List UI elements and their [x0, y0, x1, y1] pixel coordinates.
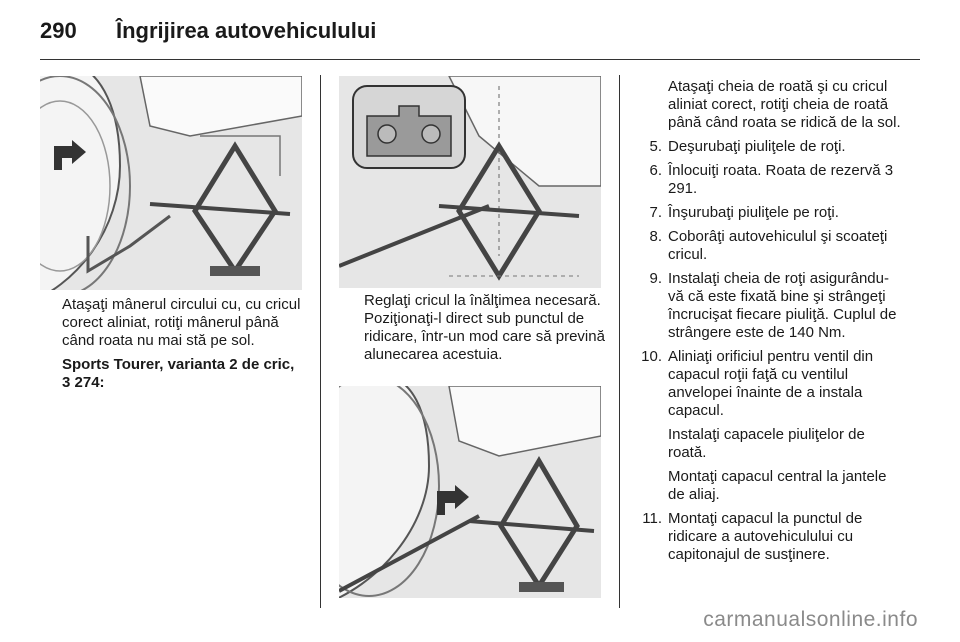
step-6: 6. Înlocuiţi roata. Roata de rezervă 3 291. [649, 162, 894, 197]
col3-intro: Ataşaţi cheia de roată şi cu cricul aliniat corect, rotiţi cheia de roată până când roata se ridică de la sol. [668, 78, 901, 131]
step-9: 9. Instalaţi cheia de roţi asigurându-vă că este fixată bine şi strângeţi încrucişat fiecare piuliţă. Cuplul de strângere este de 140 Nm. [649, 270, 897, 341]
header-rule [40, 59, 920, 60]
page-number: 290 [40, 18, 77, 43]
reference-arrow: 3 [62, 374, 71, 391]
column-divider-right [619, 75, 620, 608]
caption-2: Reglaţi cricul la înălţimea necesară. Poziţionaţi-l direct sub punctul de ridicare, într-un mod care să prevină alunecarea acestuia. [364, 292, 605, 363]
footer-watermark: carmanualsonline.info [703, 608, 918, 631]
illustration-jack-handle [40, 76, 302, 290]
page-title: Îngrijirea autovehiculului [116, 18, 377, 43]
step-10: 10. Aliniaţi orificiul pentru ventil din capacul roţii faţă cu ventilul anvelopei înainte de a instala capacul. Instalaţi capacele piuliţelor de roată. Montaţi capacul central la jantele de aliaj. [640, 348, 902, 504]
step-5: 5. Deşurubaţi piuliţele de roţi. [649, 138, 846, 155]
instruction-steps [640, 138, 902, 564]
step-7: 7. Înşurubaţi piuliţele pe roţi. [649, 204, 839, 221]
subheading-variant-2 [62, 356, 307, 392]
caption-1: Ataşaţi mânerul circului cu, cu cricul corect aliniat, rotiţi mânerul până când roata nu mai stă pe sol. [62, 296, 301, 349]
subheading-text: Sports Tourer, varianta 2 de cric, [62, 356, 295, 373]
illustration-jack-wrench [339, 386, 601, 598]
column-divider-left [320, 75, 321, 608]
step-11: 11. Montaţi capacul la punctul de ridicare a autovehiculului cu capitonajul de susţinere. [642, 510, 863, 563]
illustration-jack-position [339, 76, 601, 288]
step-10-note-caps: Instalaţi capacele piuliţelor de roată. [668, 426, 865, 461]
step-8: 8. Coborâţi autovehiculul şi scoateţi cricul. [649, 228, 888, 263]
step-10-note-center-cap: Montaţi capacul central la jantele de aliaj. [668, 468, 887, 503]
reference-page: 274: [74, 374, 105, 391]
